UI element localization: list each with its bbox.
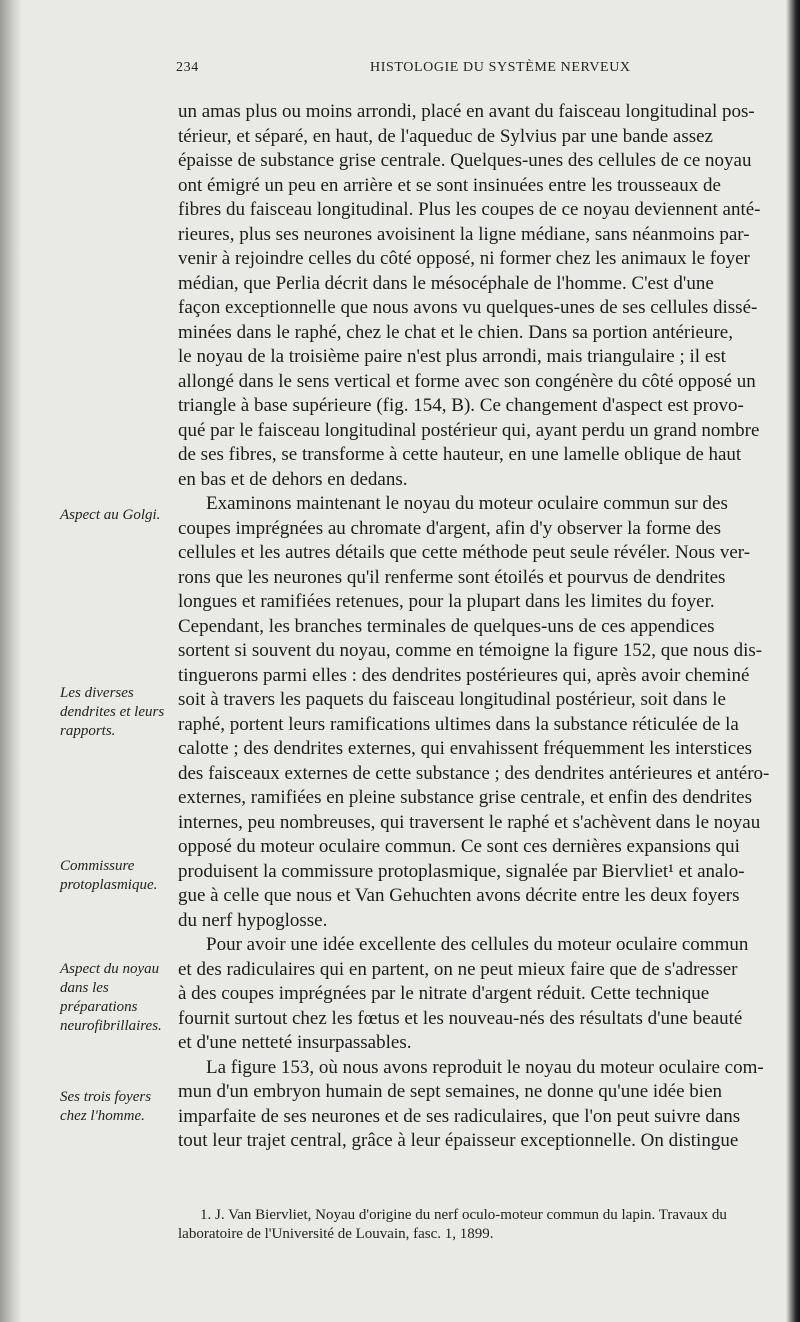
text-line: gue à celle que nous et Van Gehuchten avons décrite entre les deux foyers [178,885,740,906]
text-line: un amas plus ou moins arrondi, placé en avant du faisceau longitudinal pos- [178,101,755,122]
text-line: raphé, portent leurs ramifications ultimes dans la substance réticulée de la [178,713,739,735]
text-line: mun d'un embryon humain de sept semaines, ne donne qu'une idée bien [178,1081,722,1102]
margin-note-three-foci: Ses trois foyers chez l'homme. [60,1089,152,1124]
text-line: fibres du faisceau longitudinal. Plus les coupes de ce noyau deviennent anté- [178,199,761,220]
text-line: le noyau de la troisième paire n'est plus arrondi, mais triangulaire ; il est [178,346,726,367]
margin-note-dendrites: Les diverses dendrites et leurs rapports. [60,685,165,739]
text-line: tout leur trajet central, grâce à leur épaisseur exceptionnelle. On distingue [178,1130,739,1151]
page-edge [786,0,800,1322]
text-line: calotte ; des dendrites externes, qui envahissent fréquemment les interstices [178,738,753,759]
text-line: fournit surtout chez les fœtus et les nouveau-nés des résultats d'une beauté [178,1007,743,1029]
text-line: allongé dans le sens vertical et forme avec son congénère du côté opposé un [178,370,756,392]
text-line: produisent la commissure protoplasmique, signalée par Biervliet¹ et analo- [178,860,745,882]
text-line: épaisse de substance grise centrale. Quelques-unes des cellules de ce noyau [178,150,752,171]
text-line: et d'une netteté insurpassables. [178,1032,412,1053]
text-line: des faisceaux externes de cette substance ; des dendrites antérieures et antéro- [178,762,770,784]
body-text [178,100,786,1154]
page-number: 234 [176,60,199,75]
text-line: triangle à base supérieure (fig. 154, B). Ce changement d'aspect est provo- [178,395,744,416]
margin-note-neurofibrillar: Aspect du noyau dans les préparations neurofibrillaires. [60,961,162,1034]
footnote: 1. J. Van Biervliet, Noyau d'origine du nerf oculo-moteur commun du lapin. Travaux du laboratoire de l'Université de Louvain, fasc. 1, 1899. [178,1207,727,1242]
paragraph-2 [178,492,786,933]
text-line: Pour avoir une idée excellente des cellules du moteur oculaire commun [206,934,749,955]
text-line: La figure 153, où nous avons reproduit le noyau du moteur oculaire com- [206,1056,764,1078]
text-line: ont émigré un peu en arrière et se sont insinuées entre les trousseaux de [178,174,721,196]
text-line: façon exceptionnelle que nous avons vu quelques-unes de ses cellules dissé- [178,297,758,318]
text-line: soit à travers les paquets du faisceau longitudinal postérieur, soit dans le [178,689,726,710]
text-line: et des radiculaires qui en partent, on ne peut mieux faire que de s'adresser [178,958,738,980]
binding-shadow [0,0,22,1322]
text-line: Cependant, les branches terminales de quelques-uns de ces appendices [178,615,715,637]
text-line: à des coupes imprégnées par le nitrate d'argent réduit. Cette technique [178,983,710,1004]
text-line: minées dans le raphé, chez le chat et le chien. Dans sa portion antérieure, [178,321,733,343]
text-line: opposé du moteur oculaire commun. Ce sont ces dernières expansions qui [178,836,740,857]
paragraph-3 [178,933,786,1056]
paragraph-4 [178,1056,786,1154]
text-line: longues et ramifiées retenues, pour la plupart dans les limites du foyer. [178,591,715,612]
text-line: sortent si souvent du noyau, comme en témoigne la figure 152, que nous dis- [178,640,763,661]
text-line: qué par le faisceau longitudinal postérieur qui, ayant perdu un grand nombre [178,419,760,441]
text-line: imparfaite de ses neurones et de ses radiculaires, que l'on peut suivre dans [178,1105,741,1127]
text-line: venir à rejoindre celles du côté opposé, ni former chez les animaux le foyer [178,248,750,269]
text-line: en bas et de dehors en dedans. [178,468,408,490]
margin-note-commissure: Commissure protoplasmique. [60,858,158,893]
text-line: du nerf hypoglosse. [178,909,328,931]
text-line: tinguerons parmi elles : des dendrites postérieures qui, après avoir cheminé [178,664,750,686]
text-line: rons que les neurones qu'il renferme sont étoilés et pourvus de dendrites [178,566,726,588]
text-line: térieur, et séparé, en haut, de l'aqueduc de Sylvius par une bande assez [178,125,713,147]
text-line: internes, peu nombreuses, qui traversent le raphé et s'achèvent dans le noyau [178,811,761,833]
text-line: de ses fibres, se transforme à cette hauteur, en une lamelle oblique de haut [178,444,742,465]
text-line: rieures, plus ses neurones avoisinent la ligne médiane, sans néanmoins par- [178,223,750,245]
paragraph-1 [178,100,786,492]
text-line: médian, que Perlia décrit dans le mésocéphale de l'homme. C'est d'une [178,272,714,294]
margin-note-golgi: Aspect au Golgi. [60,507,161,523]
text-line: Examinons maintenant le noyau du moteur oculaire commun sur des [206,493,728,514]
text-line: externes, ramifiées en pleine substance grise centrale, et enfin des dendrites [178,787,752,808]
text-line: cellules et les autres détails que cette méthode peut seule révéler. Nous ver- [178,542,751,563]
running-title: HISTOLOGIE DU SYSTÈME NERVEUX [370,60,631,75]
text-line: coupes imprégnées au chromate d'argent, afin d'y observer la forme des [178,517,722,539]
